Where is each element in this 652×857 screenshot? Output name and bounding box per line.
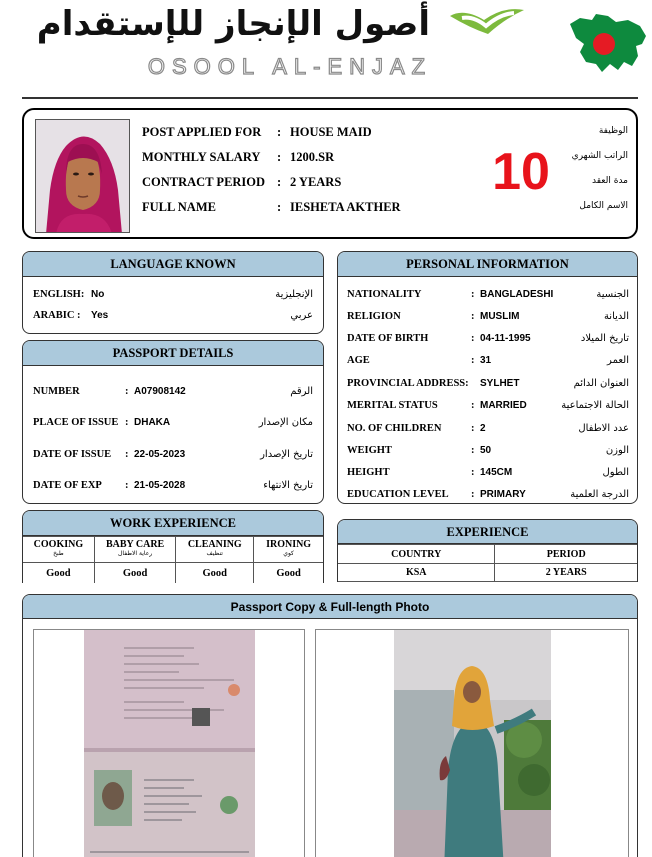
marital-status-value: MARRIED	[480, 400, 527, 411]
experience-country: KSA	[338, 564, 495, 582]
baby-care-header: BABY CARE رعاية الاطفال	[94, 537, 176, 563]
experience-table	[337, 544, 638, 582]
passport-panel-title: PASSPORT DETAILS	[23, 341, 323, 366]
experience-title: EXPERIENCE	[338, 520, 637, 544]
passport-copy-image	[84, 630, 255, 857]
children-value: 2	[480, 423, 486, 434]
candidate-number: 10	[492, 143, 550, 201]
date-of-birth-value: 04-11-1995	[480, 333, 531, 344]
place-of-issue-value: DHAKA	[134, 417, 171, 428]
contract-period-label-ar: مدة العقد	[592, 176, 628, 186]
work-experience-panel	[22, 510, 324, 583]
country-header: COUNTRY	[338, 545, 495, 564]
brand-english-name: OSOOL AL-ENJAZ	[147, 54, 433, 79]
full-name-label-ar: الاسم الكامل	[579, 201, 628, 211]
period-header: PERIOD	[495, 545, 638, 564]
cooking-rating: Good	[23, 563, 95, 584]
ironing-header: IRONING كوي	[254, 537, 324, 563]
height-value: 145CM	[480, 467, 513, 478]
provincial-address-value: SYLHET	[480, 378, 520, 389]
language-panel: LANGUAGE KNOWN ENGLISH: No الإنجليزية ARABIC : Yes عربي	[22, 251, 324, 334]
full-length-photo-frame	[315, 629, 629, 857]
language-panel-title: LANGUAGE KNOWN	[23, 252, 323, 277]
date-of-issue-value: 22-05-2023	[134, 449, 186, 460]
documents-section	[22, 594, 638, 857]
bangladesh-map-icon	[566, 10, 648, 76]
ironing-rating: Good	[254, 563, 324, 584]
date-of-exp-value: 21-05-2028	[134, 480, 186, 491]
education-level-value: PRIMARY	[480, 489, 526, 500]
full-name-value: IESHETA AKTHER	[290, 200, 401, 214]
passport-panel: PASSPORT DETAILS NUMBER : A07908142 الرقم PLACE OF ISSUE : DHAKA مكان الإصدار DATE OF ISSUE : 22-05-2023 تاريخ الإصدار DATE OF EXP : 21-05-2028 تاريخ الانتهاء	[22, 340, 324, 504]
work-experience-table	[22, 536, 324, 583]
cleaning-header: CLEANING تنظيف	[176, 537, 254, 563]
work-experience-title: WORK EXPERIENCE	[23, 511, 323, 536]
checkmark-logo-icon	[444, 4, 528, 46]
personal-info-panel: PERSONAL INFORMATION NATIONALITY : BANGLADESHI الجنسية RELIGION : MUSLIM الديانة DATE OF BIRTH : 04-11-1995 تاريخ الميلاد AGE : 31 العمر PROVINCIAL ADDRESS: SYLHET العنوان الدائم MERITAL STATUS : MARRIED الحالة الاجتماعية NO. OF CHILDREN : 2 عدد الاطفال WEIGHT : 50 الوزن HEIGHT : 145CM الطول EDUCATION LEVEL : PRIMARY الدرجة العلمية	[337, 251, 638, 504]
arabic-value: Yes	[91, 310, 109, 321]
full-length-photo-image	[394, 630, 551, 857]
personal-info-panel-title: PERSONAL INFORMATION	[338, 252, 637, 277]
age-value: 31	[480, 355, 492, 366]
english-value: No	[91, 289, 105, 300]
candidate-portrait-photo	[35, 119, 130, 233]
nationality-value: BANGLADESHI	[480, 289, 554, 300]
header-divider	[22, 97, 638, 99]
baby-care-rating: Good	[94, 563, 176, 584]
passport-copy-frame	[33, 629, 305, 857]
experience-period: 2 YEARS	[495, 564, 638, 582]
weight-value: 50	[480, 445, 492, 456]
post-applied-value: HOUSE MAID	[290, 125, 372, 139]
candidate-summary-box: POST APPLIED FOR : HOUSE MAID MONTHLY SALARY : 1200.SR CONTRACT PERIOD : 2 YEARS FULL NAME : IESHETA AKTHER 10 الوظيفة الراتب الشهري مدة العقد الاسم الكامل	[22, 108, 638, 239]
brand-arabic-name: أصول الإنجاز للإستقدام	[36, 4, 430, 44]
cleaning-rating: Good	[176, 563, 254, 584]
passport-number-value: A07908142	[134, 386, 186, 397]
monthly-salary-value: 1200.SR	[290, 150, 335, 164]
experience-panel	[337, 519, 638, 582]
religion-value: MUSLIM	[480, 311, 520, 322]
contract-period-value: 2 YEARS	[290, 175, 342, 189]
cooking-header: COOKING طبخ	[23, 537, 95, 563]
documents-section-title: Passport Copy & Full-length Photo	[23, 595, 637, 619]
letterhead	[0, 0, 652, 98]
post-applied-label-ar: الوظيفة	[598, 126, 628, 136]
monthly-salary-label-ar: الراتب الشهري	[571, 151, 628, 161]
